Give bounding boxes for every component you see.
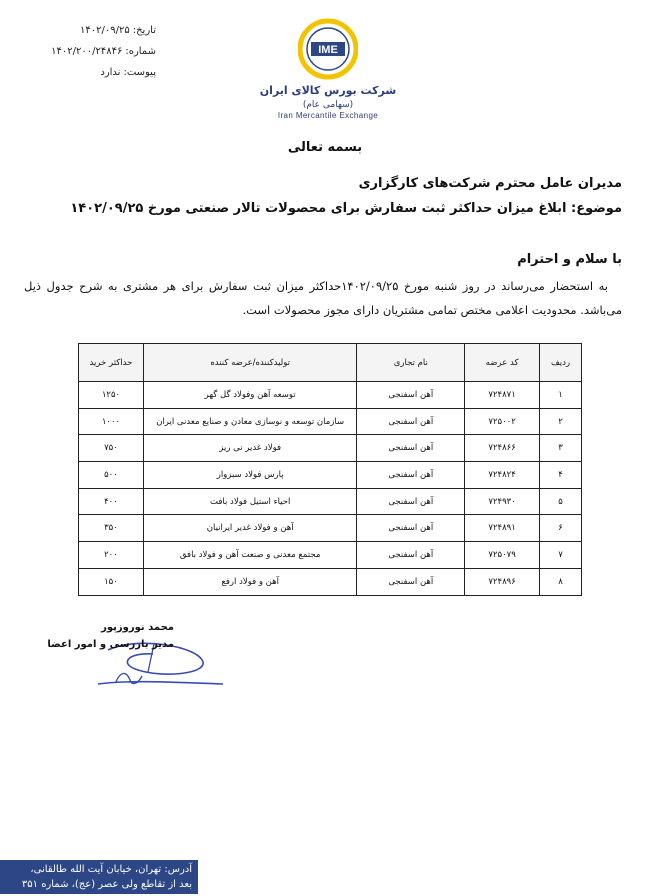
brand-name-cell: آهن اسفنجی <box>357 568 465 595</box>
table-row <box>79 462 582 489</box>
row-number-cell: ۸ <box>540 568 582 595</box>
header-row-number: ردیف <box>540 344 582 382</box>
producer-cell: آهن و فولاد غدیر ایرانیان <box>143 515 356 542</box>
producer-cell: سازمان توسعه و نوسازی معادن و صنایع معدنی ایران <box>143 408 356 435</box>
max-purchase-cell: ۴۰۰ <box>79 488 144 515</box>
table-row <box>79 542 582 569</box>
max-purchase-cell: ۲۰۰ <box>79 542 144 569</box>
date-label: تاریخ: <box>132 25 156 36</box>
producer-cell: پارس فولاد سبزوار <box>143 462 356 489</box>
number-value: ۱۴۰۲/۲۰۰/۲۴۸۴۶ <box>51 46 123 57</box>
header-max-purchase: حداکثر خرید <box>79 344 144 382</box>
ime-logo-icon <box>298 16 358 82</box>
body-paragraph <box>24 274 622 322</box>
company-name-fa-main: شرکت بورس کالای ایران <box>259 84 397 97</box>
brand-name-cell: آهن اسفنجی <box>357 435 465 462</box>
row-number-cell: ۲ <box>540 408 582 435</box>
number-row <box>51 41 156 62</box>
signer-name: محمد نوروزپور <box>101 622 174 633</box>
date-row <box>56 20 156 41</box>
row-number-cell: ۴ <box>540 462 582 489</box>
max-purchase-cell: ۷۵۰ <box>79 435 144 462</box>
date-value: ۱۴۰۲/۰۹/۲۵ <box>80 25 130 36</box>
address-line-2: بعد از تقاطع ولی عصر (عج)، شماره ۳۵۱ <box>21 879 192 890</box>
greeting: با سلام و احترام <box>517 252 622 267</box>
row-number-cell: ۶ <box>540 515 582 542</box>
brand-name-cell: آهن اسفنجی <box>357 462 465 489</box>
offer-code-cell: ۷۲۴۸۹۱ <box>465 515 540 542</box>
header-brand-name: نام تجاری <box>357 344 465 382</box>
address-footer <box>0 860 198 894</box>
max-purchase-cell: ۵۰۰ <box>79 462 144 489</box>
company-name-fa <box>248 84 408 110</box>
table-header-row <box>79 344 582 382</box>
offer-code-cell: ۷۲۴۸۲۴ <box>465 462 540 489</box>
offer-code-cell: ۷۲۴۹۳۰ <box>465 488 540 515</box>
company-name-fa-suffix: (سهامی عام) <box>302 100 354 110</box>
basmala: بسمه تعالی <box>287 140 363 155</box>
table-row <box>79 568 582 595</box>
company-name-en: Iran Mercantile Exchange <box>277 111 379 120</box>
brand-name-cell: آهن اسفنجی <box>357 488 465 515</box>
brand-name-cell: آهن اسفنجی <box>357 542 465 569</box>
table-row <box>79 488 582 515</box>
brand-name-cell: آهن اسفنجی <box>357 515 465 542</box>
signature-block <box>47 622 228 697</box>
offer-code-cell: ۷۲۴۸۹۶ <box>465 568 540 595</box>
max-purchase-cell: ۳۵۰ <box>79 515 144 542</box>
offer-code-cell: ۷۲۴۸۷۱ <box>465 382 540 409</box>
producer-cell: فولاد غدیر نی ریز <box>143 435 356 462</box>
attachment-label: پیوست: <box>123 67 156 78</box>
offer-code-cell: ۷۲۵۰۰۲ <box>465 408 540 435</box>
subject-line: موضوع: ابلاغ میزان حداکثر ثبت سفارش برای محصولات تالار صنعتی مورخ ۱۴۰۲/۰۹/۲۵ <box>70 201 622 216</box>
brand-name-cell: آهن اسفنجی <box>357 408 465 435</box>
addressee: مدیران عامل محترم شرکت‌های کارگزاری <box>358 176 622 191</box>
header-producer: تولیدکننده/عرضه کننده <box>143 344 356 382</box>
producer-cell: احیاء استیل فولاد بافت <box>143 488 356 515</box>
number-label: شماره: <box>125 46 156 57</box>
attachment-row <box>56 62 156 83</box>
row-number-cell: ۱ <box>540 382 582 409</box>
handwritten-signature-icon <box>68 622 228 697</box>
offer-code-cell: ۷۲۴۸۶۶ <box>465 435 540 462</box>
header-offer-code: کد عرضه <box>465 344 540 382</box>
producer-cell: توسعه آهن وفولاد گل گهر <box>143 382 356 409</box>
logo-mark-text: IME <box>318 44 338 56</box>
address-line-1: آدرس: تهران، خیابان آیت الله طالقانی، <box>30 864 192 875</box>
brand-name-cell: آهن اسفنجی <box>357 382 465 409</box>
attachment-value: ندارد <box>100 67 121 78</box>
signer-title: مدیر بازرسی و امور اعضا <box>47 639 174 650</box>
company-logo <box>248 16 408 120</box>
order-limit-table <box>78 343 582 596</box>
table-row <box>79 408 582 435</box>
table-row <box>79 515 582 542</box>
max-purchase-cell: ۱۲۵۰ <box>79 382 144 409</box>
max-purchase-cell: ۱۰۰۰ <box>79 408 144 435</box>
producer-cell: مجتمع معدنی و صنعت آهن و فولاد بافق <box>143 542 356 569</box>
table-row <box>79 435 582 462</box>
producer-cell: آهن و فولاد ارفع <box>143 568 356 595</box>
table-row <box>79 382 582 409</box>
row-number-cell: ۷ <box>540 542 582 569</box>
row-number-cell: ۵ <box>540 488 582 515</box>
offer-code-cell: ۷۲۵۰۷۹ <box>465 542 540 569</box>
letter-meta <box>51 20 156 83</box>
max-purchase-cell: ۱۵۰ <box>79 568 144 595</box>
row-number-cell: ۳ <box>540 435 582 462</box>
body-paragraph-text: به استحضار می‌رساند در روز شنبه مورخ ۱۴۰۲/۰۹/۲۵حداکثر میزان ثبت سفارش برای هر مشتری به شرح جدول ذیل می‌باشد. محدودیت اعلامی مختص تمامی مشتریان دارای مجوز محصولات است. <box>24 279 622 317</box>
